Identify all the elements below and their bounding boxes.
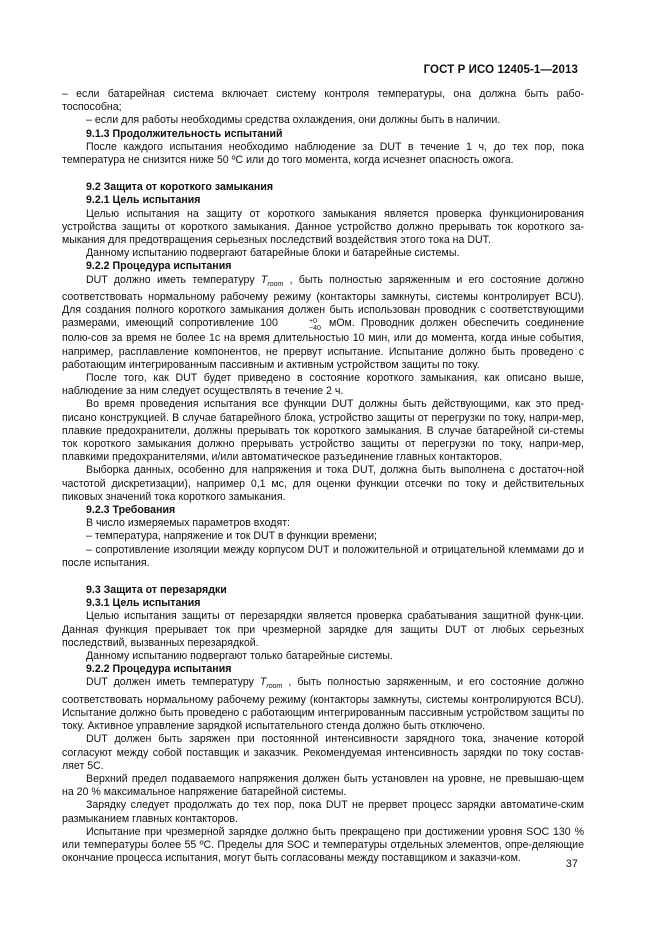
document-header: ГОСТ Р ИСО 12405-1—2013 bbox=[423, 64, 578, 76]
resistance-tolerance: +0 −40 bbox=[309, 318, 321, 333]
section-heading: 9.3.1 Цель испытания bbox=[86, 597, 201, 610]
section-heading: 9.2.3 Требования bbox=[86, 504, 176, 516]
paragraph: Зарядку следует продолжать до тех пор, пока DUT не прервет процесс зарядки автоматиче-ским размыканием главных контакторов. bbox=[62, 799, 584, 825]
paragraph: Верхний предел подаваемого напряжения должен быть установлен на уровне, не превышаю-щем на 20 % максимальное напряжение батарейной системы. bbox=[62, 772, 584, 799]
paragraph: DUT должен иметь температуру $T_{room}$ , быть полностью заряженным, и его состояние должно соответствовать нормальному рабочему режиму (контакторы замкнуты, системы контролируются BCU). Испытание должно быть проведено с работающим интегрированным пассивным устройством защиты по току. Активное управление зарядкой испытательного стенда должно быть отключено. bbox=[62, 676, 585, 733]
t-room-symbol: $T_{room}$ bbox=[259, 676, 283, 691]
paragraph: DUT должен быть заряжен при постоянной интенсивности зарядного тока, значение которой согласуют между собой поставщик и заказчик. Рекомендуемая интенсивность зарядки по току состав-ляет 5С. bbox=[62, 733, 584, 772]
paragraph: DUT должно иметь температуру $T_{room}$ , быть полностью заряженным и его состояние должно соответствовать нормальному рабочему режиму (контакторы замкнуты, системы контролирует BCU). Для создания полного короткого замыкания должен быть использован проводник с соответствующими размерами, имеющий сопротивление 100 +0 −40 мОм. Проводник должен обеспечить соединение полю-сов за время не более 1с на время длительностью 10 мин, или до момента, когда иные события, например, расплавление компонентов, не прервут испытание. Испытание должно быть проведено с работающим интегрированным пассивным и активным устройством защиты по току. bbox=[62, 273, 585, 371]
section-heading: 9.1.3 Продолжительность испытаний bbox=[86, 127, 283, 140]
paragraph: – если для работы необходимы средства охлаждения, они должны быть в наличии. bbox=[86, 114, 501, 127]
paragraph: Данному испытанию подвергают батарейные блоки и батарейные системы. bbox=[86, 247, 460, 260]
page-body bbox=[62, 88, 584, 865]
paragraph: – если батарейная система включает систему контроля температуры, она должна быть рабо-тоспособна; bbox=[62, 88, 584, 114]
section-gap bbox=[62, 167, 584, 181]
paragraph: – сопротивление изоляции между корпусом DUT и положительной и отрицательной клеммами до и после испытания. bbox=[62, 543, 584, 569]
section-heading: 9.2.2 Процедура испытания bbox=[86, 663, 232, 676]
paragraph: – температура, напряжение и ток DUT в функции времени; bbox=[86, 530, 377, 543]
page-number: 37 bbox=[565, 858, 578, 870]
paragraph: В число измеряемых параметров входят: bbox=[86, 517, 290, 530]
paragraph: После каждого испытания необходимо наблюдение за DUT в течение 1 ч, до тех пор, пока температура не снизится ниже 50 ºС или до того момента, когда исчезнет опасность ожога. bbox=[62, 140, 584, 167]
paragraph: Целью испытания защиты от перезарядки является проверка срабатывания защитной функ-ции. Данная функция прерывает ток при чрезмерной зарядке для защиты DUT от любых серьезных последствий, вызванных перезарядкой. bbox=[62, 610, 584, 649]
section-heading: 9.2 Защита от короткого замыкания bbox=[86, 181, 274, 194]
paragraph: Выборка данных, особенно для напряжения и тока DUT, должна быть выполнена с достаточ-ной частотой дискретизации), например 0,1 мс, для оценки функции отсечки по току и действительных пиковых значений тока короткого замыкания. bbox=[62, 464, 584, 503]
section-heading: 9.3 Защита от перезарядки bbox=[86, 584, 227, 597]
paragraph: Испытание при чрезмерной зарядке должно быть прекращено при достижении уровня SOC 130 % или температуры более 55 ºС. Пределы для SOC и температуры отдельных элементов, опре-деляющие окончание процесса испытания, могут быть согласованы между поставщиком и заказчи-ком. bbox=[62, 825, 584, 865]
paragraph: Целью испытания на защиту от короткого замыкания является проверка функционирования устройства защиты от короткого замыкания. Данное устройство должно прерывать ток короткого за-мыкания для предотвращения серьезных последствий воздействия этого тока на DUT. bbox=[62, 207, 584, 247]
t-room-symbol: $T_{room}$ bbox=[260, 273, 284, 288]
paragraph: После того, как DUT будет приведено в состояние короткого замыкания, как описано выше, наблюдение за ним следует осуществлять в течение 2 ч. bbox=[62, 371, 584, 398]
section-heading: 9.2.2 Процедура испытания bbox=[86, 260, 232, 273]
paragraph: Во время проведения испытания все функции DUT должны быть действующими, как это пред-писано конструкцией. В случае батарейного блока, устройство защиты от перегрузки по току, напри-мер, плавкие предохранители, должны прерывать ток короткого замыкания. В случае батарейной си-стемы ток короткого замыкания должно прерывать устройство защиты от перегрузки по току, напри-мер, плавкими предохранителями, и/или автоматическое разъединение главных контакторов. bbox=[62, 398, 584, 464]
section-heading: 9.2.1 Цель испытания bbox=[86, 194, 201, 207]
section-gap bbox=[62, 570, 584, 584]
paragraph: Данному испытанию подвергают только батарейные системы. bbox=[86, 650, 393, 663]
